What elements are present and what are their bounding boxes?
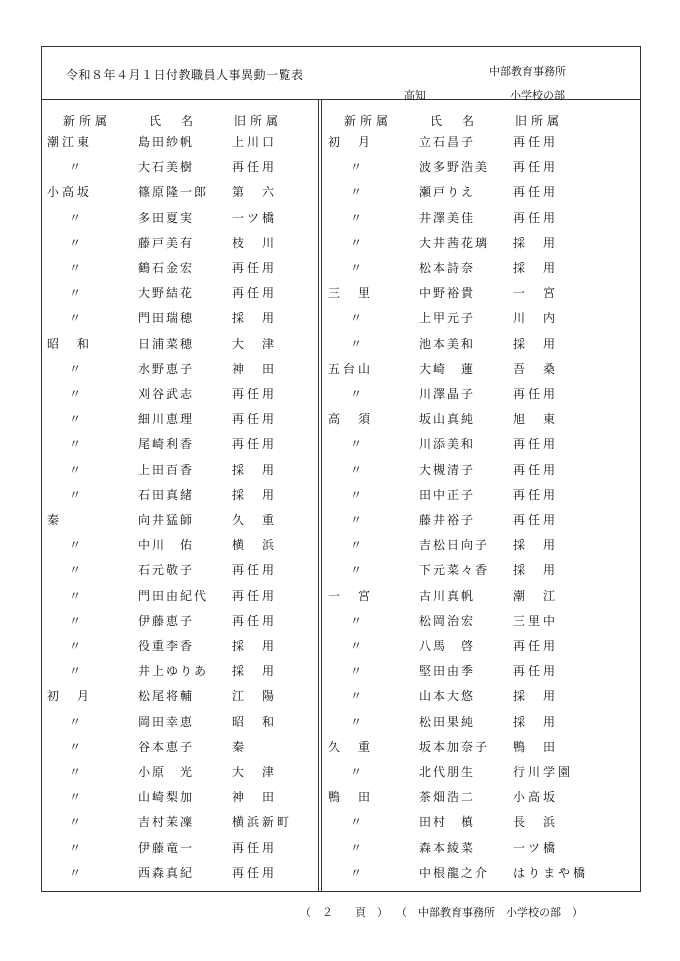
old-school-cell: 久 重 — [232, 513, 278, 527]
new-school-cell: 五台山 — [328, 361, 374, 376]
new-school-cell: 三 里 — [328, 286, 374, 301]
table-row — [322, 208, 602, 228]
name-cell: 波多野浩美 — [419, 160, 490, 175]
name-cell: 吉村茉凜 — [138, 815, 195, 830]
table-row — [41, 510, 321, 530]
new-school-cell: 〃 — [69, 487, 82, 502]
old-school-cell: 採 用 — [513, 714, 559, 729]
table-row — [41, 208, 321, 228]
new-school-cell: 〃 — [69, 387, 82, 401]
table-row — [41, 611, 321, 631]
name-cell: 藤井裕子 — [419, 513, 476, 527]
old-school-cell: 江 陽 — [232, 689, 278, 704]
table-row — [322, 233, 602, 253]
table-row — [41, 132, 321, 152]
new-school-cell: 〃 — [69, 639, 82, 653]
column-header-new-school: 新所属 — [344, 114, 393, 128]
name-cell: 坂本加奈子 — [419, 739, 490, 754]
old-school-cell: 再任用 — [513, 135, 559, 149]
column-header-name: 氏 名 — [430, 114, 479, 128]
column-header-old-school: 旧所属 — [234, 114, 283, 128]
old-school-cell: 大 津 — [232, 336, 278, 351]
name-cell: 刈谷武志 — [138, 387, 195, 401]
table-row — [41, 661, 321, 681]
name-cell: 茶畑浩二 — [419, 790, 476, 805]
name-cell: 松田果純 — [419, 714, 476, 729]
new-school-cell: 〃 — [350, 714, 363, 729]
name-cell: 岡田幸恵 — [138, 714, 195, 729]
table-row — [322, 283, 602, 303]
old-school-cell: 再任用 — [513, 210, 559, 225]
old-school-cell: 再任用 — [513, 437, 559, 452]
table-row — [322, 384, 602, 404]
name-cell: 石元敬子 — [138, 563, 195, 578]
column-header-name: 氏 名 — [149, 114, 198, 128]
name-cell: 立石昌子 — [419, 135, 476, 149]
new-school-cell: 〃 — [350, 235, 363, 250]
new-school-cell: 〃 — [69, 714, 82, 729]
name-cell: 役重李香 — [138, 639, 195, 653]
new-school-cell: 〃 — [350, 865, 363, 880]
old-school-cell: 再任用 — [513, 487, 559, 502]
old-school-cell: 採 用 — [232, 311, 278, 326]
old-school-cell: 旭 東 — [513, 412, 559, 427]
table-row — [41, 258, 321, 278]
old-school-cell: 再任用 — [232, 286, 278, 301]
region-name: 高知 — [404, 89, 426, 102]
table-row — [322, 485, 602, 505]
new-school-cell: 小高坂 — [47, 185, 93, 200]
footer-note: （ 中部教育事務所 小学校の部 ） — [396, 906, 583, 919]
table-row — [322, 838, 602, 858]
new-school-cell: 〃 — [350, 815, 363, 830]
new-school-cell: 〃 — [69, 160, 82, 175]
new-school-cell: 一 宮 — [328, 588, 374, 603]
old-school-cell: 採 用 — [513, 336, 559, 351]
table-row — [41, 485, 321, 505]
old-school-cell: 再任用 — [232, 261, 278, 275]
old-school-cell: 再任用 — [513, 513, 559, 527]
new-school-cell: 〃 — [350, 261, 363, 275]
new-school-cell: 〃 — [69, 437, 82, 452]
name-cell: 尾崎利香 — [138, 437, 195, 452]
new-school-cell: 昭 和 — [47, 336, 93, 351]
table-row — [41, 308, 321, 328]
name-cell: 堅田由季 — [419, 664, 476, 679]
new-school-cell: 〃 — [350, 437, 363, 452]
old-school-cell: 採 用 — [513, 235, 559, 250]
name-cell: 田村 槙 — [419, 815, 476, 830]
new-school-cell: 〃 — [350, 563, 363, 578]
name-cell: 松岡治宏 — [419, 613, 476, 628]
table-row — [322, 737, 602, 757]
old-school-cell: 再任用 — [513, 639, 559, 653]
name-cell: 中野裕貴 — [419, 286, 476, 301]
table-row — [41, 812, 321, 832]
new-school-cell: 〃 — [69, 311, 82, 326]
name-cell: 川添美和 — [419, 437, 476, 452]
new-school-cell: 〃 — [69, 815, 82, 830]
new-school-cell: 〃 — [350, 462, 363, 477]
old-school-cell: 採 用 — [513, 261, 559, 275]
table-row — [41, 283, 321, 303]
new-school-cell: 〃 — [69, 261, 82, 275]
table-row — [322, 132, 602, 152]
table-row — [322, 157, 602, 177]
name-cell: 藤戸美有 — [138, 235, 195, 250]
old-school-cell: 大 津 — [232, 765, 278, 779]
old-school-cell: 再任用 — [513, 664, 559, 679]
new-school-cell: 〃 — [69, 462, 82, 477]
old-school-cell: 採 用 — [232, 664, 278, 679]
name-cell: 谷本恵子 — [138, 739, 195, 754]
table-row — [322, 787, 602, 807]
table-row — [41, 838, 321, 858]
name-cell: 松尾将輔 — [138, 689, 195, 704]
old-school-cell: 神 田 — [232, 790, 278, 805]
old-school-cell: 再任用 — [232, 865, 278, 880]
new-school-cell: 〃 — [350, 689, 363, 704]
new-school-cell: 高 須 — [328, 412, 374, 427]
name-cell: 井上ゆりあ — [138, 664, 209, 679]
name-cell: 大崎 蓮 — [419, 361, 476, 376]
name-cell: 中根龍之介 — [419, 865, 490, 880]
document-title: 令和８年４月１日付教職員人事異動一覧表 — [66, 68, 304, 82]
name-cell: 森本綾菜 — [419, 840, 476, 855]
table-row — [41, 686, 321, 706]
name-cell: 大野結花 — [138, 286, 195, 301]
new-school-cell: 〃 — [350, 311, 363, 326]
table-row — [322, 812, 602, 832]
name-cell: 井澤美佳 — [419, 210, 476, 225]
table-row — [41, 359, 321, 379]
name-cell: 大石美樹 — [138, 160, 195, 175]
new-school-cell: 〃 — [69, 588, 82, 603]
table-row — [41, 586, 321, 606]
name-cell: 大槻清子 — [419, 462, 476, 477]
old-school-cell: 小高坂 — [513, 790, 559, 805]
table-row — [41, 434, 321, 454]
name-cell: 伊藤恵子 — [138, 613, 195, 628]
name-cell: 門田瑞穂 — [138, 311, 195, 326]
name-cell: 上田百香 — [138, 462, 195, 477]
old-school-cell: 再任用 — [232, 437, 278, 452]
old-school-cell: 再任用 — [232, 588, 278, 603]
table-row — [322, 560, 602, 580]
new-school-cell: 〃 — [350, 487, 363, 502]
name-cell: 古川真帆 — [419, 588, 476, 603]
name-cell: 大井茜花璃 — [419, 235, 490, 250]
old-school-cell: はりまや橋 — [513, 865, 589, 880]
name-cell: 山崎梨加 — [138, 790, 195, 805]
name-cell: 北代朋生 — [419, 765, 476, 779]
name-cell: 八馬 啓 — [419, 639, 476, 653]
table-row — [41, 182, 321, 202]
name-cell: 下元菜々香 — [419, 563, 490, 578]
old-school-cell: 再任用 — [513, 185, 559, 200]
old-school-cell: 再任用 — [232, 387, 278, 401]
name-cell: 篠原隆一郎 — [138, 185, 209, 200]
division-name: 小学校の部 — [510, 89, 565, 102]
old-school-cell: 採 用 — [232, 462, 278, 477]
new-school-cell: 初 月 — [328, 135, 374, 149]
name-cell: 山本大悠 — [419, 689, 476, 704]
old-school-cell: 再任用 — [232, 840, 278, 855]
table-row — [322, 611, 602, 631]
new-school-cell: 〃 — [69, 361, 82, 376]
name-cell: 上甲元子 — [419, 311, 476, 326]
old-school-cell: 第 六 — [232, 185, 278, 200]
name-cell: 細川恵理 — [138, 412, 195, 427]
table-row — [41, 737, 321, 757]
new-school-cell: 久 重 — [328, 739, 374, 754]
name-cell: 池本美和 — [419, 336, 476, 351]
old-school-cell: 採 用 — [232, 639, 278, 653]
name-cell: 日浦菜穂 — [138, 336, 195, 351]
new-school-cell: 潮江東 — [47, 135, 93, 149]
table-row — [41, 863, 321, 883]
name-cell: 島田紗帆 — [138, 135, 195, 149]
old-school-cell: 再任用 — [232, 563, 278, 578]
new-school-cell: 〃 — [350, 210, 363, 225]
table-row — [322, 863, 602, 883]
table-row — [322, 661, 602, 681]
table-row — [322, 359, 602, 379]
table-row — [322, 460, 602, 480]
old-school-cell: 再任用 — [232, 160, 278, 175]
column-header-old-school: 旧所属 — [515, 114, 564, 128]
name-cell: 伊藤竜一 — [138, 840, 195, 855]
old-school-cell: 枝 川 — [232, 235, 278, 250]
new-school-cell: 〃 — [350, 639, 363, 653]
old-school-cell: 再任用 — [513, 160, 559, 175]
table-row — [41, 636, 321, 656]
old-school-cell: 川 内 — [513, 311, 559, 326]
table-row — [322, 510, 602, 530]
old-school-cell: 再任用 — [232, 613, 278, 628]
old-school-cell: 鴨 田 — [513, 739, 559, 754]
new-school-cell: 〃 — [350, 185, 363, 200]
new-school-cell: 〃 — [350, 664, 363, 679]
table-row — [322, 686, 602, 706]
name-cell: 田中正子 — [419, 487, 476, 502]
table-row — [41, 460, 321, 480]
table-row — [41, 233, 321, 253]
new-school-cell: 初 月 — [47, 689, 93, 704]
new-school-cell: 〃 — [350, 387, 363, 401]
old-school-cell: 再任用 — [232, 412, 278, 427]
old-school-cell: 採 用 — [513, 538, 559, 553]
table-row — [322, 182, 602, 202]
old-school-cell: 採 用 — [232, 487, 278, 502]
table-row — [322, 586, 602, 606]
table-row — [322, 334, 602, 354]
old-school-cell: 採 用 — [513, 689, 559, 704]
table-row — [322, 535, 602, 555]
new-school-cell: 〃 — [69, 286, 82, 301]
name-cell: 石田真緒 — [138, 487, 195, 502]
new-school-cell: 〃 — [350, 336, 363, 351]
name-cell: 小原 光 — [138, 765, 195, 779]
old-school-cell: 一ツ橋 — [232, 210, 278, 225]
old-school-cell: 三里中 — [513, 613, 559, 628]
old-school-cell: 潮 江 — [513, 588, 559, 603]
new-school-cell: 〃 — [69, 613, 82, 628]
table-row — [41, 384, 321, 404]
new-school-cell: 〃 — [69, 865, 82, 880]
old-school-cell: 採 用 — [513, 563, 559, 578]
table-row — [41, 334, 321, 354]
table-row — [322, 308, 602, 328]
new-school-cell: 〃 — [69, 210, 82, 225]
name-cell: 多田夏実 — [138, 210, 195, 225]
table-row — [41, 712, 321, 732]
table-row — [41, 409, 321, 429]
name-cell: 川澤晶子 — [419, 387, 476, 401]
name-cell: 瀬戸りえ — [419, 185, 476, 200]
new-school-cell: 〃 — [69, 563, 82, 578]
new-school-cell: 〃 — [69, 790, 82, 805]
name-cell: 向井猛師 — [138, 513, 195, 527]
old-school-cell: 一ツ橋 — [513, 840, 559, 855]
name-cell: 坂山真純 — [419, 412, 476, 427]
new-school-cell: 〃 — [350, 160, 363, 175]
new-school-cell: 〃 — [69, 538, 82, 553]
old-school-cell: 再任用 — [513, 387, 559, 401]
new-school-cell: 〃 — [69, 765, 82, 779]
old-school-cell: 神 田 — [232, 361, 278, 376]
office-name: 中部教育事務所 — [489, 65, 566, 78]
new-school-cell: 鴨 田 — [328, 790, 374, 805]
new-school-cell: 〃 — [69, 840, 82, 855]
old-school-cell: 横浜新町 — [232, 815, 293, 830]
new-school-cell: 〃 — [69, 739, 82, 754]
name-cell: 門田由紀代 — [138, 588, 209, 603]
new-school-cell: 〃 — [69, 664, 82, 679]
new-school-cell: 〃 — [350, 765, 363, 779]
table-row — [41, 787, 321, 807]
name-cell: 中川 佑 — [138, 538, 195, 553]
name-cell: 鶴石金宏 — [138, 261, 195, 275]
old-school-cell: 一 宮 — [513, 286, 559, 301]
new-school-cell: 〃 — [350, 513, 363, 527]
new-school-cell: 〃 — [350, 538, 363, 553]
old-school-cell: 行川学園 — [513, 765, 574, 779]
name-cell: 松本詩奈 — [419, 261, 476, 275]
table-row — [41, 762, 321, 782]
new-school-cell: 秦 — [47, 513, 63, 527]
table-row — [41, 535, 321, 555]
table-row — [322, 434, 602, 454]
table-row — [322, 636, 602, 656]
new-school-cell: 〃 — [350, 840, 363, 855]
new-school-cell: 〃 — [69, 235, 82, 250]
old-school-cell: 秦 — [232, 739, 248, 754]
table-row — [322, 712, 602, 732]
table-row — [322, 762, 602, 782]
name-cell: 吉松日向子 — [419, 538, 490, 553]
old-school-cell: 上川口 — [232, 135, 278, 149]
table-row — [41, 157, 321, 177]
old-school-cell: 再任用 — [513, 462, 559, 477]
old-school-cell: 昭 和 — [232, 714, 278, 729]
name-cell: 西森真紀 — [138, 865, 195, 880]
table-row — [41, 560, 321, 580]
name-cell: 水野恵子 — [138, 361, 195, 376]
new-school-cell: 〃 — [69, 412, 82, 427]
page-number: （ ２ 頁 ） — [300, 906, 388, 919]
table-row — [322, 409, 602, 429]
old-school-cell: 横 浜 — [232, 538, 278, 553]
old-school-cell: 長 浜 — [513, 815, 559, 830]
column-header-new-school: 新所属 — [63, 114, 112, 128]
table-row — [322, 258, 602, 278]
old-school-cell: 吾 桑 — [513, 361, 559, 376]
new-school-cell: 〃 — [350, 613, 363, 628]
